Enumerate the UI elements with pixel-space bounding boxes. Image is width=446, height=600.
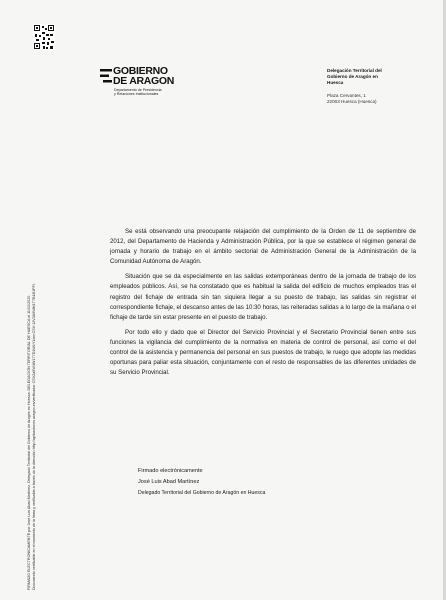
sender-line3: Huesca	[327, 80, 344, 86]
sender-block	[327, 68, 437, 105]
signature-name: José Luis Abad Martínez	[138, 479, 200, 485]
logo-wordmark	[113, 67, 174, 86]
sender-addr2: 22003 Huesca (Huesca)	[327, 99, 377, 105]
electronic-signature-note	[27, 160, 36, 590]
logo-line2: DE ARAGON	[113, 74, 175, 87]
logo-sub-line2: y Relaciones Institucionales	[114, 92, 159, 97]
signature-block	[138, 466, 265, 499]
sender-line2: Gobierno de Aragón en	[327, 74, 378, 80]
logo-sub-line1: Departamento de Presidencia	[114, 88, 162, 92]
logo-line1: GOBIERNO	[113, 65, 168, 77]
sender-address	[327, 93, 437, 105]
qr-code-icon	[33, 24, 55, 50]
sender-line1: Delegación Territorial del	[327, 68, 382, 73]
aragon-stripes-icon	[100, 69, 112, 83]
paragraph-2: Situación que se da especialmente en las salidas extemporáneas dentro de la jornada de trabajo de los empleados públicos. Así, se ha constatado que es habitual la salida del edificio de muchos empleados tras el registro del fichaje de entrada sin tan siquiera llegar a su puesto de trabajo, las salidas sin registrar el correspondiente fichaje, el descanso antes de las 10:30 horas, las reiteradas salidas a lo largo de la mañana o el fichaje de tarde sin estar presente en el puesto de trabajo.	[110, 273, 416, 321]
logo-department	[114, 88, 162, 97]
signature-title: Delegado Territorial del Gobierno de Aragón en Huesca	[138, 490, 266, 496]
side-note-line1: FIRMADO ELECTRONICAMENTE por José Luis Abad Martínez, Delegado Territorial del Gobierno de Aragón en Huesca. DELEGACION TERRITORIAL DE HUESCA el 11/02/2020.	[27, 294, 31, 590]
letter-body	[110, 227, 416, 383]
paragraph-1: Se está observando una preocupante relajación del cumplimiento de la Orden de 11 de septiembre de 2012, del Departamento de Hacienda y Administración Pública, por la que se establece el régimen general de jornada y horario de trabajo en el ámbito sectorial de Administración General de la Administración de la Comunidad Autónoma de Aragón.	[110, 228, 416, 266]
signature-label: Firmado electrónicamente	[138, 468, 203, 474]
sender-addr1: Plaza Cervantes, 1	[327, 93, 366, 99]
side-note-line2: Documento verificable en el momento de la firma y verificable a través de la dirección http://aplicaciones.aragon.es/verificador CSV2a5W4W1T7D1W1Y1em CSV:12V3A9WM1T7B1B1PFI.	[31, 283, 36, 590]
paragraph-3: Por todo ello y dado que el Director del Servicio Provincial y el Secretario Provincial tienen entre sus funciones la vigilancia del cumplimiento de la normativa en materia de control de personal, así como el del control de la asistencia y permanencia del personal en sus puestos de trabajo, le ruego que adopte las medidas oportunas para paliar esta situación, conjuntamente con el resto de responsables de las diferentes unidades de su Servicio Provincial.	[110, 328, 416, 377]
gobierno-aragon-logo	[100, 67, 192, 105]
